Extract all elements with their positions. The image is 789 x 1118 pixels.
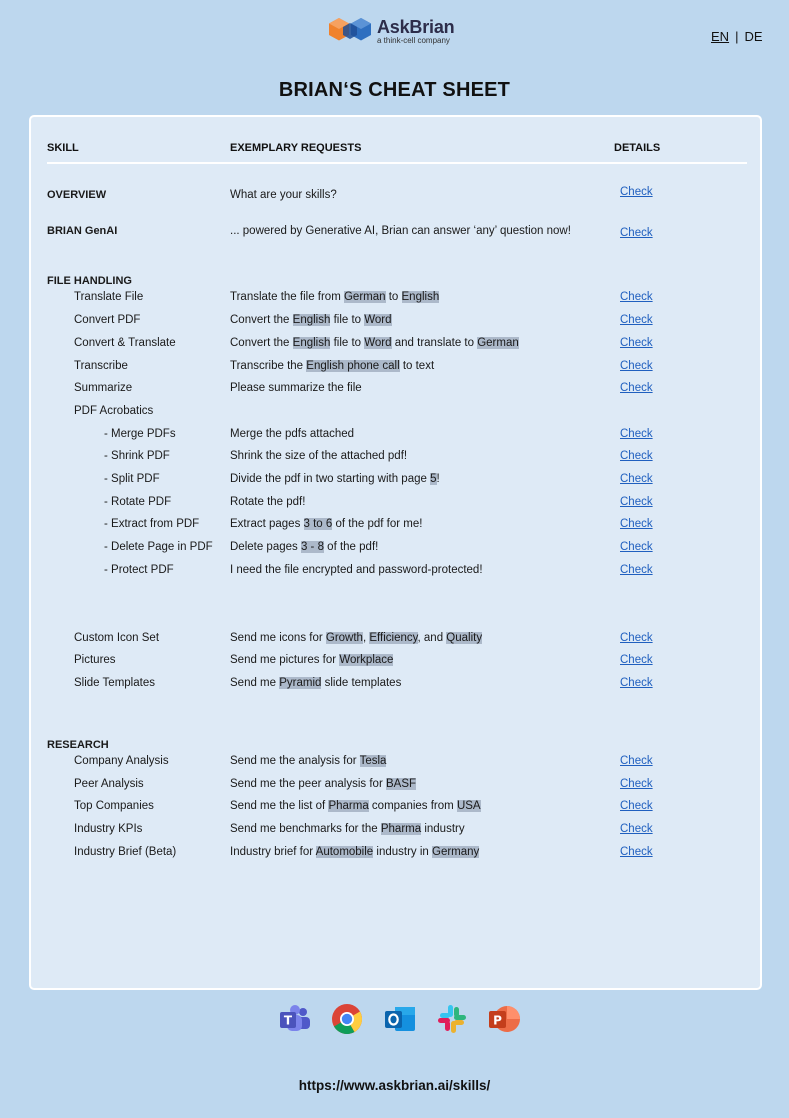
request-parameter-highlight: Word xyxy=(364,337,392,349)
request-text: Send me benchmarks for the xyxy=(230,823,381,835)
request-text: Send me xyxy=(230,677,280,689)
check-details-link[interactable]: Check xyxy=(620,677,653,689)
example-request xyxy=(230,448,407,464)
skill-label: Peer Analysis xyxy=(74,778,144,790)
request-text: ... powered by Generative AI, Brian can answer ‘any’ question now! xyxy=(230,225,571,237)
example-request xyxy=(230,358,434,374)
request-text: of the pdf! xyxy=(323,541,379,553)
example-request xyxy=(230,289,439,305)
request-parameter-highlight: BASF xyxy=(385,778,417,790)
request-parameter-highlight: Growth xyxy=(325,632,363,644)
check-details-link[interactable]: Check xyxy=(620,778,653,790)
microsoft-teams-icon[interactable] xyxy=(278,1002,312,1036)
request-parameter-highlight: English phone call xyxy=(306,360,400,372)
request-parameter-highlight: German xyxy=(343,291,386,303)
example-request xyxy=(230,516,422,532)
request-text: Please summarize the file xyxy=(230,382,362,394)
language-switcher xyxy=(711,29,763,44)
request-text: Translate the file from xyxy=(230,291,344,303)
request-parameter-highlight: Word xyxy=(364,314,392,326)
header-exemplary-requests: EXEMPLARY REQUESTS xyxy=(230,142,362,154)
example-request xyxy=(230,380,362,396)
example-request xyxy=(230,494,305,510)
skill-label: - Protect PDF xyxy=(104,564,174,576)
footer-url[interactable]: https://www.askbrian.ai/skills/ xyxy=(298,1078,491,1093)
skill-label: Industry KPIs xyxy=(74,823,143,835)
example-request xyxy=(230,776,416,792)
example-request xyxy=(230,652,393,668)
check-details-link[interactable]: Check xyxy=(620,186,653,198)
skill-label: Convert & Translate xyxy=(74,337,176,349)
request-parameter-highlight: Quality xyxy=(446,632,483,644)
request-text: ! xyxy=(436,473,440,485)
skill-label: Industry Brief (Beta) xyxy=(74,846,177,858)
skill-label: - Rotate PDF xyxy=(104,496,172,508)
integration-apps xyxy=(0,1002,789,1036)
example-request xyxy=(230,187,337,203)
request-parameter-highlight: Germany xyxy=(432,846,480,858)
check-details-link[interactable]: Check xyxy=(620,337,653,349)
request-text: Delete pages xyxy=(230,541,301,553)
example-request xyxy=(230,753,386,769)
request-text: Extract pages xyxy=(230,518,304,530)
skill-label: Top Companies xyxy=(74,800,154,812)
example-request xyxy=(230,675,401,691)
header-divider xyxy=(47,162,747,164)
check-details-link[interactable]: Check xyxy=(620,360,653,372)
request-text: Convert the xyxy=(230,337,293,349)
google-chrome-icon[interactable] xyxy=(330,1002,364,1036)
request-parameter-highlight: English xyxy=(292,337,331,349)
request-text: Shrink the size of the attached pdf! xyxy=(230,450,408,462)
example-request xyxy=(230,539,378,555)
request-text: Merge the pdfs attached xyxy=(230,428,355,440)
request-text: , and xyxy=(417,632,447,644)
request-text: , xyxy=(362,632,370,644)
request-text: Send me icons for xyxy=(230,632,326,644)
example-request xyxy=(230,821,465,837)
brand-name: AskBrian xyxy=(377,17,455,37)
request-text: companies from xyxy=(368,800,457,812)
example-request xyxy=(230,844,479,860)
check-details-link[interactable]: Check xyxy=(620,823,653,835)
check-details-link[interactable]: Check xyxy=(620,632,653,644)
request-text: file to xyxy=(330,337,365,349)
skill-label: - Split PDF xyxy=(104,473,160,485)
svg-text:P: P xyxy=(493,1013,502,1028)
check-details-link[interactable]: Check xyxy=(620,450,653,462)
skill-label: Pictures xyxy=(74,654,116,666)
check-details-link[interactable]: Check xyxy=(620,428,653,440)
request-text: Industry brief for xyxy=(230,846,316,858)
request-parameter-highlight: Pharma xyxy=(328,800,369,812)
request-text: Transcribe the xyxy=(230,360,307,372)
microsoft-powerpoint-icon[interactable] xyxy=(487,1002,521,1036)
request-parameter-highlight: USA xyxy=(456,800,481,812)
language-de-link[interactable]: DE xyxy=(744,29,763,44)
skill-label: Slide Templates xyxy=(74,677,155,689)
request-text: slide templates xyxy=(321,677,402,689)
request-parameter-highlight: 3 - 8 xyxy=(300,541,324,553)
header-skill: SKILL xyxy=(47,142,79,154)
skill-label: OVERVIEW xyxy=(47,189,107,201)
language-separator: | xyxy=(735,29,739,44)
example-request xyxy=(230,798,481,814)
page-title: BRIAN‘S CHEAT SHEET xyxy=(278,79,511,101)
skill-label: Convert PDF xyxy=(74,314,141,326)
skill-label: FILE HANDLING xyxy=(47,275,132,287)
request-parameter-highlight: Tesla xyxy=(359,755,387,767)
check-details-link[interactable]: Check xyxy=(620,291,653,303)
request-parameter-highlight: English xyxy=(401,291,440,303)
check-details-link[interactable]: Check xyxy=(620,800,653,812)
request-parameter-highlight: German xyxy=(477,337,519,349)
example-request xyxy=(230,312,392,328)
header-details: DETAILS xyxy=(614,142,661,154)
skill-label: - Delete Page in PDF xyxy=(104,541,213,553)
check-details-link[interactable]: Check xyxy=(620,755,653,767)
request-parameter-highlight: 5 xyxy=(430,473,437,485)
skill-label: RESEARCH xyxy=(47,739,109,751)
skill-label: - Merge PDFs xyxy=(104,428,176,440)
check-details-link[interactable]: Check xyxy=(620,654,653,666)
request-text: I need the file encrypted and password-protected! xyxy=(230,564,483,576)
request-parameter-highlight: Pyramid xyxy=(279,677,322,689)
logo-cubes-icon xyxy=(328,17,374,45)
request-text: Rotate the pdf! xyxy=(230,496,306,508)
request-text: industry in xyxy=(373,846,433,858)
brand-tagline: a think-cell company xyxy=(377,36,450,45)
check-details-link[interactable]: Check xyxy=(620,564,653,576)
slack-icon[interactable] xyxy=(435,1002,469,1036)
skill-label: PDF Acrobatics xyxy=(74,405,154,417)
check-details-link[interactable]: Check xyxy=(620,314,653,326)
example-request xyxy=(230,562,483,578)
example-request xyxy=(230,426,354,442)
request-parameter-highlight: 3 to 6 xyxy=(303,518,333,530)
skill-label: Company Analysis xyxy=(74,755,169,767)
skill-label: Translate File xyxy=(74,291,144,303)
request-parameter-highlight: Automobile xyxy=(315,846,374,858)
request-text: Send me the analysis for xyxy=(230,755,360,767)
request-text: Divide the pdf in two starting with page xyxy=(230,473,431,485)
check-details-link[interactable]: Check xyxy=(620,541,653,553)
example-request xyxy=(230,630,482,646)
check-details-link[interactable]: Check xyxy=(620,227,653,239)
check-details-link[interactable]: Check xyxy=(620,382,653,394)
check-details-link[interactable]: Check xyxy=(620,473,653,485)
language-en-link[interactable]: EN xyxy=(711,29,730,44)
request-text: file to xyxy=(330,314,365,326)
request-parameter-highlight: English xyxy=(292,314,331,326)
example-request xyxy=(230,335,519,351)
request-parameter-highlight: Workplace xyxy=(339,654,394,666)
skill-label: - Shrink PDF xyxy=(104,450,170,462)
request-text: Send me the peer analysis for xyxy=(230,778,386,790)
request-parameter-highlight: Efficiency xyxy=(369,632,418,644)
check-details-link[interactable]: Check xyxy=(620,518,653,530)
skill-label: Transcribe xyxy=(74,360,128,372)
skill-label: Summarize xyxy=(74,382,133,394)
request-text: of the pdf for me! xyxy=(332,518,423,530)
cheat-sheet-table xyxy=(29,115,762,990)
request-text: What are your skills? xyxy=(230,189,337,201)
example-request xyxy=(230,471,440,487)
request-text: to xyxy=(385,291,402,303)
request-text: and translate to xyxy=(391,337,478,349)
request-text: Send me pictures for xyxy=(230,654,340,666)
request-text: Send me the list of xyxy=(230,800,329,812)
request-parameter-highlight: Pharma xyxy=(380,823,422,835)
request-text: to text xyxy=(399,360,435,372)
skill-label: Custom Icon Set xyxy=(74,632,160,644)
check-details-link[interactable]: Check xyxy=(620,496,653,508)
svg-text:T: T xyxy=(283,1013,293,1028)
example-request xyxy=(230,223,571,239)
askbrian-logo[interactable] xyxy=(328,17,458,45)
microsoft-outlook-icon[interactable] xyxy=(383,1002,417,1036)
skill-label: - Extract from PDF xyxy=(104,518,200,530)
check-details-link[interactable]: Check xyxy=(620,846,653,858)
request-text: Convert the xyxy=(230,314,293,326)
skill-label: BRIAN GenAI xyxy=(47,225,118,237)
request-text: industry xyxy=(421,823,465,835)
